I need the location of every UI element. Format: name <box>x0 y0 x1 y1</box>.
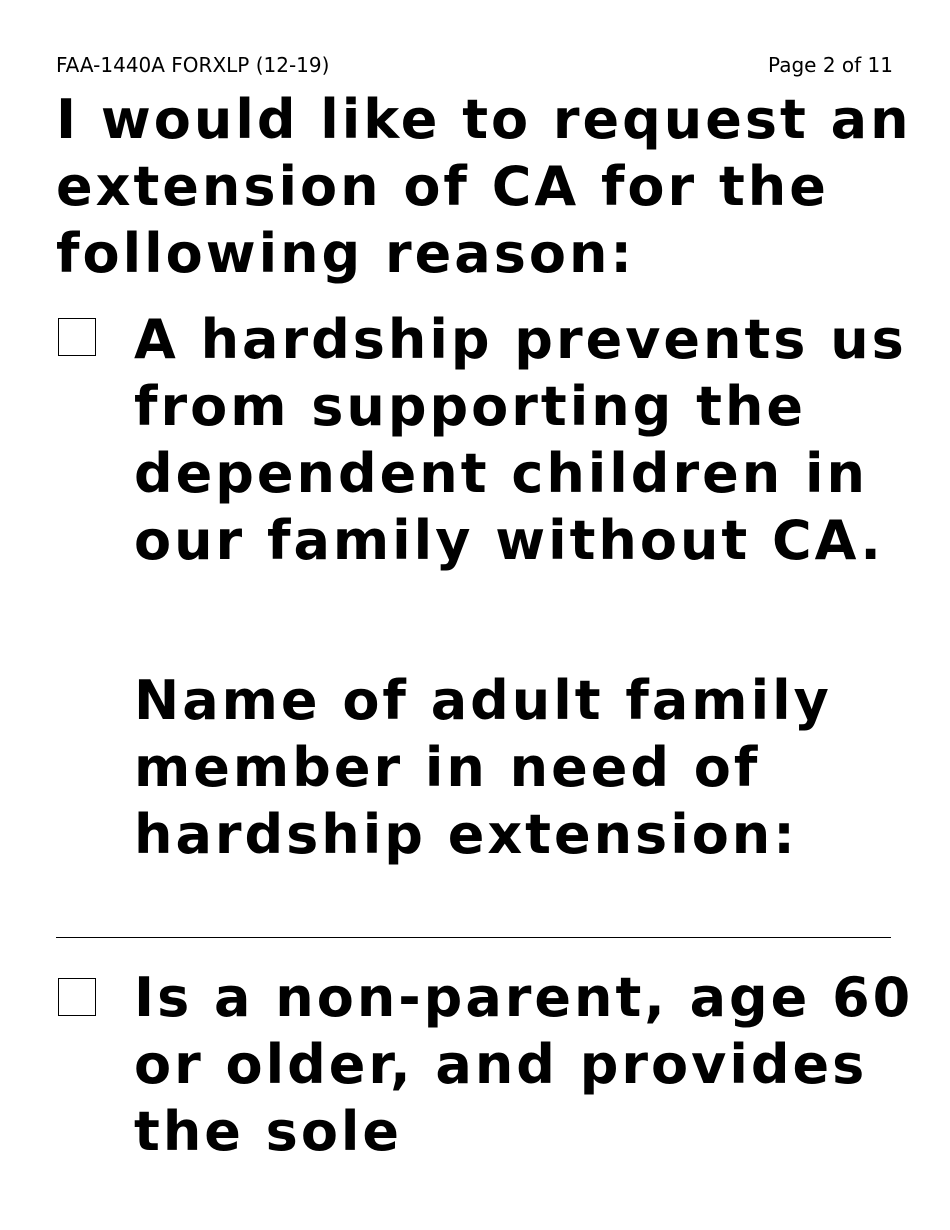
page-header <box>56 52 893 78</box>
page-number: Page 2 of 11 <box>768 53 893 77</box>
non-parent-checkbox[interactable] <box>58 978 96 1016</box>
hardship-checkbox[interactable] <box>58 318 96 356</box>
page-heading: I would like to request an extension of CA for the following reason: <box>56 88 912 285</box>
hardship-option-label: A hardship prevents us from supporting the dependent children in our family without CA. <box>134 308 907 572</box>
non-parent-option-label: Is a non-parent, age 60 or older, and provides the sole <box>134 966 914 1163</box>
hardship-name-input-line[interactable] <box>56 937 891 938</box>
form-id: FAA-1440A FORXLP (12-19) <box>56 53 330 77</box>
hardship-name-prompt: Name of adult family member in need of hardship extension: <box>134 669 832 866</box>
